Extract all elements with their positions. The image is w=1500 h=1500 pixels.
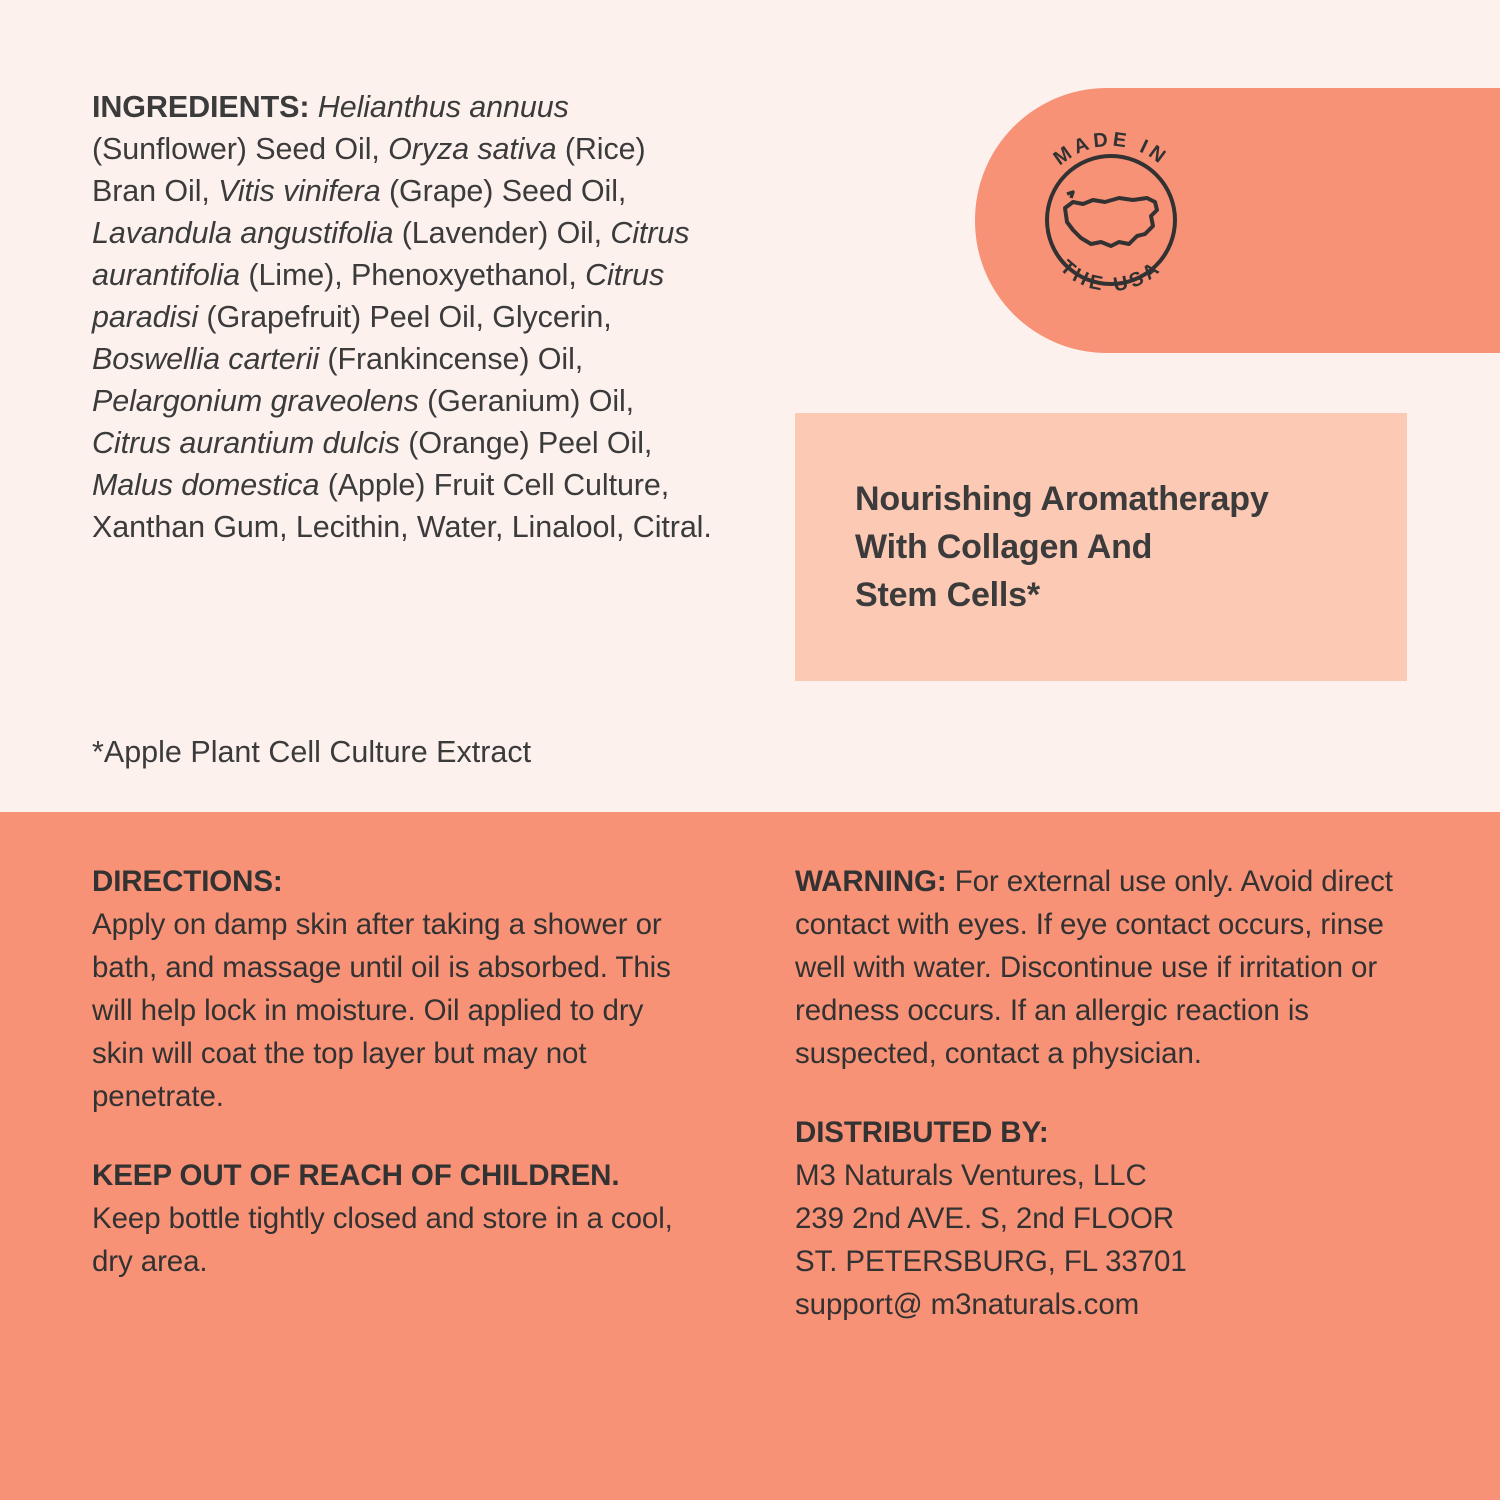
- nourishing-claim-text: [855, 475, 1385, 619]
- directions-heading: DIRECTIONS:: [92, 865, 283, 898]
- warning-block: [795, 860, 1415, 1075]
- svg-text:THE USA: [1056, 256, 1167, 296]
- ingredient-latin-name: Helianthus annuus: [317, 90, 569, 124]
- made-in-usa-badge: [1007, 116, 1215, 324]
- nourishing-line-1: Nourishing Aromatherapy: [855, 480, 1269, 518]
- badge-bottom-text: THE USA: [1055, 255, 1167, 297]
- made-in-usa-panel: [975, 88, 1500, 353]
- warning-body: For external use only. Avoid direct contact with eyes. If eye contact occurs, rinse well with water. Discontinue use if irritation or redness occurs. If an allergic reaction is suspected, contact a physician.: [795, 865, 1393, 1070]
- keep-out-body: Keep bottle tightly closed and store in a cool, dry area.: [92, 1202, 673, 1278]
- usage-section: [0, 812, 1500, 1500]
- badge-top-text: MADE IN: [1049, 128, 1173, 170]
- svg-text:MADE IN: [1050, 129, 1173, 170]
- directions-block: [92, 860, 692, 1118]
- nourishing-line-2: With Collagen And: [855, 528, 1153, 566]
- distributed-by-heading: DISTRIBUTED BY:: [795, 1116, 1049, 1149]
- ingredients-heading: INGREDIENTS:: [92, 90, 310, 124]
- distributor-name: M3 Naturals Ventures, LLC: [795, 1159, 1147, 1192]
- ingredient-latin-name: Vitis vinifera: [218, 174, 381, 208]
- distributor-street: 239 2nd AVE. S, 2nd FLOOR: [795, 1202, 1175, 1235]
- ingredients-block: [92, 86, 717, 548]
- ingredient-latin-name: Lavandula angustifolia: [92, 216, 394, 250]
- usage-left-column: [92, 860, 692, 1283]
- warning-heading: WARNING:: [795, 865, 947, 898]
- nourishing-claim-panel: [795, 413, 1407, 681]
- distributor-city-state-zip: ST. PETERSBURG, FL 33701: [795, 1245, 1187, 1278]
- ingredients-footnote: *Apple Plant Cell Culture Extract: [92, 735, 532, 769]
- ingredients-paragraph: [92, 86, 717, 548]
- ingredient-latin-name: Boswellia carterii: [92, 342, 320, 376]
- ingredient-latin-name: Oryza sativa: [388, 132, 557, 166]
- ingredient-latin-name: Citrus aurantium dulcis: [92, 426, 400, 460]
- keep-out-heading: KEEP OUT OF REACH OF CHILDREN.: [92, 1159, 620, 1192]
- distributed-by-block: [795, 1111, 1415, 1326]
- usa-map-icon: [1065, 192, 1157, 246]
- ingredients-body: Helianthus annuus (Sunflower) Seed Oil, Oryza sativa (Rice) Bran Oil, Vitis vinifera (Grape) Seed Oil, Lavandula angustifolia (Lavender) Oil, Citrus aurantifolia (Lime), Phenoxyethanol, Citrus paradisi (Grapefruit) Peel Oil, Glycerin, Boswellia carterii (Frankincense) Oil, Pelargonium graveolens (Geranium) Oil, Citrus aurantium dulcis (Orange) Peel Oil, Malus domestica (Apple) Fruit Cell Culture, Xanthan Gum, Lecithin, Water, Linalool, Citral.: [92, 90, 712, 544]
- nourishing-line-3: Stem Cells*: [855, 576, 1040, 614]
- ingredient-latin-name: Pelargonium graveolens: [92, 384, 419, 418]
- usage-right-column: [795, 860, 1415, 1326]
- distributor-email[interactable]: support@ m3naturals.com: [795, 1288, 1140, 1321]
- ingredient-latin-name: Citrus aurantifolia: [92, 216, 690, 292]
- directions-body: Apply on damp skin after taking a shower or bath, and massage until oil is absorbed. This will help lock in moisture. Oil applied to dry skin will coat the top layer but may not penetrate.: [92, 908, 671, 1113]
- keep-out-of-reach-block: [92, 1154, 692, 1283]
- ingredient-latin-name: Malus domestica: [92, 468, 320, 502]
- ingredient-latin-name: Citrus paradisi: [92, 258, 665, 334]
